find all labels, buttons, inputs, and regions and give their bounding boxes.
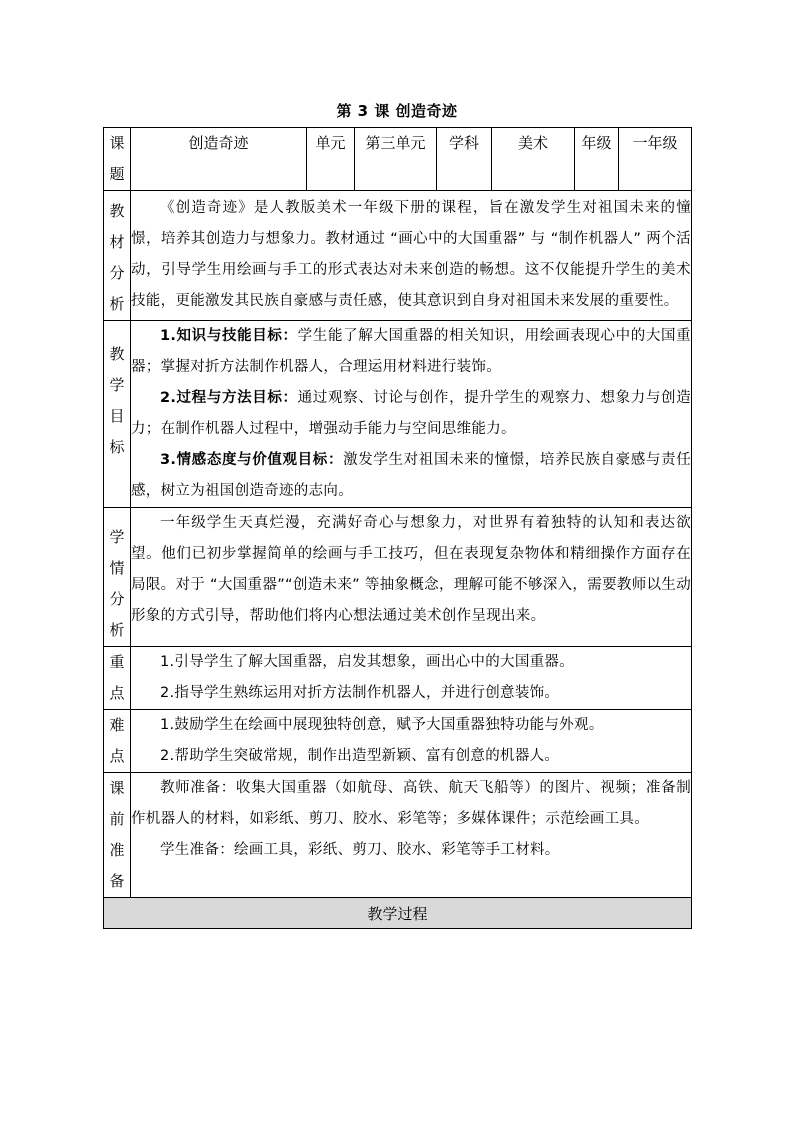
grade-label: 年级 bbox=[575, 128, 619, 191]
label-difficulties: 难 点 bbox=[104, 710, 131, 773]
difficulty-item: 2.帮助学生突破常规，制作出造型新颖、富有创意的机器人。 bbox=[160, 748, 560, 764]
label-key-points: 重 点 bbox=[104, 647, 131, 710]
material-analysis-text: 《创造奇迹》是人教版美术一年级下册的课程，旨在激发学生对祖国未来的憧憬，培养其创造力与想象力。教材通过 “画心中的大国重器” 与 “制作机器人” 两个活动，引导学生用绘画与手工的形式表达对未来创造的畅想。这不仅能提升学生的美术技能，更能激发其民族自豪感与责任感，使其意识到自身对祖国未来发展的重要性。 bbox=[131, 200, 691, 309]
page-title: 第 3 课 创造奇迹 bbox=[336, 102, 458, 120]
teaching-goals-cell bbox=[131, 321, 692, 508]
preparation-cell bbox=[131, 773, 692, 898]
difficulty-item: 1.鼓励学生在绘画中展现独特创意，赋予大国重器独特功能与外观。 bbox=[160, 717, 604, 733]
key-point-item: 1.引导学生了解大国重器，启发其想象，画出心中的大国重器。 bbox=[160, 654, 575, 670]
student-preparation: 学生准备：绘画工具，彩纸、剪刀、胶水、彩笔等手工材料。 bbox=[160, 842, 560, 858]
subject-value: 美术 bbox=[492, 128, 575, 191]
course-name: 创造奇迹 bbox=[131, 128, 307, 191]
process-heading-row bbox=[104, 898, 692, 929]
preparation-row bbox=[104, 773, 692, 898]
student-analysis-cell bbox=[131, 508, 692, 647]
difficulties-cell bbox=[131, 710, 692, 773]
material-analysis-cell bbox=[131, 191, 692, 321]
key-points-row bbox=[104, 647, 692, 710]
goal-process: 2.过程与方法目标：通过观察、讨论与创作，提升学生的观察力、想象力与创造力；在制作机器人过程中，增强动手能力与空间思维能力。 bbox=[131, 390, 691, 437]
label-material-analysis: 教 材 分 析 bbox=[104, 191, 131, 321]
label-preparation: 课 前 准 备 bbox=[104, 773, 131, 898]
material-row bbox=[104, 191, 692, 321]
subject-label: 学科 bbox=[437, 128, 492, 191]
header-row bbox=[104, 128, 692, 191]
unit-value: 第三单元 bbox=[355, 128, 437, 191]
key-points-cell bbox=[131, 647, 692, 710]
students-row bbox=[104, 508, 692, 647]
label-topic: 课 题 bbox=[104, 128, 131, 191]
goal-knowledge: 1.知识与技能目标：学生能了解大国重器的相关知识，用绘画表现心中的大国重器；掌握对折方法制作机器人，合理运用材料进行装饰。 bbox=[131, 328, 691, 375]
teaching-process-heading: 教学过程 bbox=[104, 898, 692, 929]
student-analysis-text: 一年级学生天真烂漫，充满好奇心与想象力，对世界有着独特的认知和表达欲望。他们已初步掌握简单的绘画与手工技巧，但在表现复杂物体和精细操作方面存在局限。对于 “大国重器”“创造未来” 等抽象概念，理解可能不够深入，需要教师以生动形象的方式引导，帮助他们将内心想法通过美术创作呈现出来。 bbox=[131, 515, 691, 624]
difficulties-row bbox=[104, 710, 692, 773]
goals-row bbox=[104, 321, 692, 508]
unit-label: 单元 bbox=[307, 128, 355, 191]
label-student-analysis: 学 情 分 析 bbox=[104, 508, 131, 647]
label-teaching-goals: 教 学 目 标 bbox=[104, 321, 131, 508]
goal-attitude: 3.情感态度与价值观目标：激发学生对祖国未来的憧憬，培养民族自豪感与责任感，树立为祖国创造奇迹的志向。 bbox=[131, 452, 691, 499]
teacher-preparation: 教师准备：收集大国重器（如航母、高铁、航天飞船等）的图片、视频；准备制作机器人的材料，如彩纸、剪刀、胶水、彩笔等；多媒体课件；示范绘画工具。 bbox=[131, 780, 691, 827]
key-point-item: 2.指导学生熟练运用对折方法制作机器人，并进行创意装饰。 bbox=[160, 685, 560, 701]
grade-value: 一年级 bbox=[619, 128, 692, 191]
lesson-plan-table bbox=[103, 127, 692, 929]
